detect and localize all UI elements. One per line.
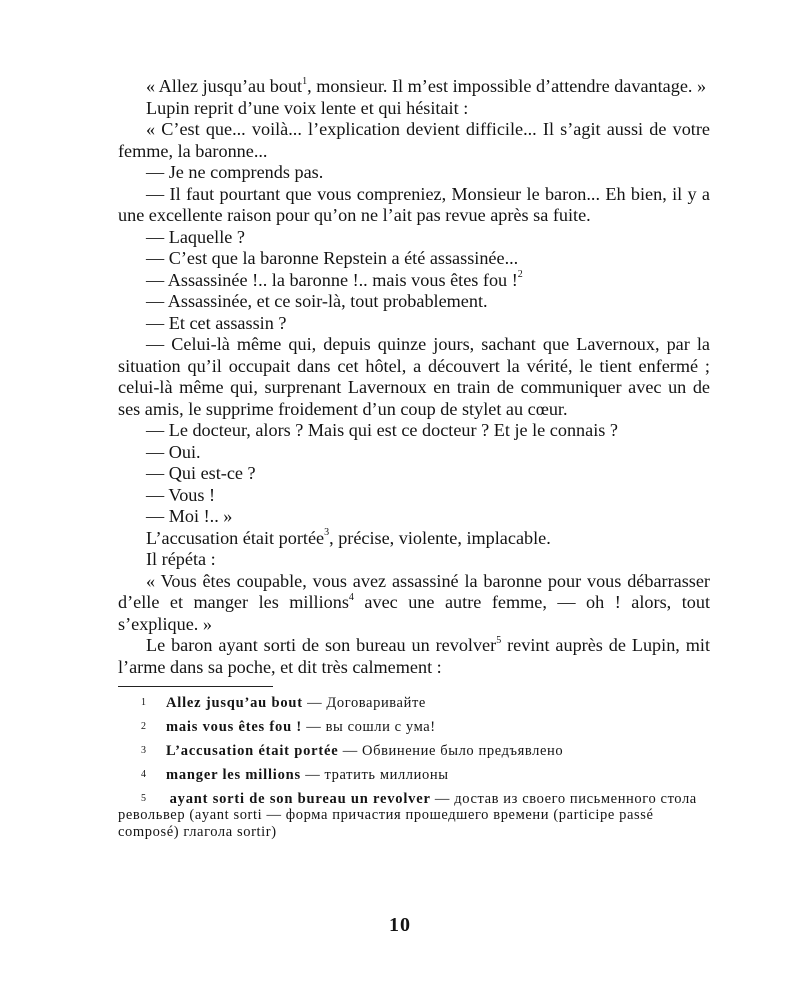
paragraph: — Vous !	[146, 484, 216, 505]
footnote-ref: 5	[496, 634, 502, 646]
paragraph: — Je ne comprends pas.	[146, 162, 324, 182]
paragraph: Lupin reprit d’une voix lente et qui hésitait :	[146, 97, 469, 118]
paragraph: — Oui.	[146, 441, 201, 462]
paragraph: — Assassinée, et ce soir-là, tout probablement.	[146, 291, 488, 311]
paragraph: — Assassinée !.. la baronne !.. mais vous êtes fou !$^2$	[146, 269, 523, 290]
footnote-term: manger les millions	[166, 766, 301, 783]
footnote-ref: 3	[324, 527, 330, 539]
footnote-translation: — Договаривайте	[302, 694, 426, 711]
footnote-number: 2	[141, 720, 146, 732]
footnote-ref: 1	[302, 75, 308, 87]
footnote-number: 1	[141, 696, 146, 708]
paragraph: — Laquelle ?	[146, 226, 245, 247]
footnote-translation: — достав из своего письменного стола револьвер (ayant sorti — форма причастия прошедшего времени (participe passé composé) глагола sortir)	[118, 790, 697, 840]
footnote-translation: — вы сошли с ума!	[302, 718, 436, 735]
footnote	[118, 767, 710, 784]
footnote-ref: 2	[517, 269, 523, 281]
paragraph: Le baron ayant sorti de son bureau un revolver$^5$ revint auprès de Lupin, mit l’arme dans sa poche, et dit très calmement :	[118, 634, 710, 677]
paragraph: — Le docteur, alors ? Mais qui est ce docteur ? Et je le connais ?	[146, 420, 618, 440]
footnote-number: 3	[141, 744, 146, 756]
book-page	[118, 76, 710, 840]
footnote-number: 4	[141, 768, 146, 780]
footnote-term: mais vous êtes fou !	[166, 718, 303, 735]
paragraph: — Et cet assassin ?	[146, 312, 287, 333]
footnote-term: L’accusation était portée	[166, 742, 339, 759]
page-number: 10	[389, 914, 411, 936]
paragraph: L’accusation était portée$^3$, précise, violente, implacable.	[146, 527, 551, 548]
paragraph: — C’est que la baronne Repstein a été assassinée...	[146, 248, 519, 268]
footnote-separator	[118, 686, 273, 687]
footnote-term: Allez jusqu’au bout	[166, 694, 303, 711]
paragraph: — Celui-là même qui, depuis quinze jours, sachant que Lavernoux, par la situation qu’il occupait dans cet hôtel, a découvert la vérité, le tient enfermé ; celui-là même qui, surprenant Lavernoux en train de communiquer avec un de ses amis, le supprime froidement d’un coup de stylet au cœur.	[118, 334, 710, 419]
paragraph: — Il faut pourtant que vous compreniez, Monsieur le baron... Eh bien, il y a une excellente raison pour qu’on ne l’ait pas revue après sa fuite.	[118, 183, 710, 225]
paragraph: — Qui est-ce ?	[146, 463, 256, 483]
paragraph: « C’est que... voilà... l’explication devient difficile... Il s’agit aussi de votre femme, la baronne...	[118, 119, 710, 161]
footnote	[118, 695, 710, 712]
footnote-ref: 4	[348, 591, 354, 603]
paragraph: — Moi !.. »	[146, 506, 233, 526]
footnote	[118, 743, 710, 760]
footnote-translation: — тратить миллионы	[300, 766, 449, 783]
main-text	[118, 76, 710, 678]
footnote	[118, 791, 710, 841]
footnotes	[118, 695, 710, 841]
footnote-number: 5	[141, 792, 146, 804]
paragraph: Il répéta :	[146, 549, 216, 569]
paragraph: « Allez jusqu’au bout$^1$, monsieur. Il m’est impossible d’attendre davantage. »	[146, 75, 707, 96]
footnote	[118, 719, 710, 736]
footnote-term: ayant sorti de son bureau un revolver	[169, 790, 431, 807]
paragraph: « Vous êtes coupable, vous avez assassiné la baronne pour vous débarrasser d’elle et manger les millions$^4$ avec une autre femme, — oh ! alors, tout s’explique. »	[118, 570, 710, 634]
footnote-translation: — Обвинение было предъявлено	[338, 742, 564, 759]
